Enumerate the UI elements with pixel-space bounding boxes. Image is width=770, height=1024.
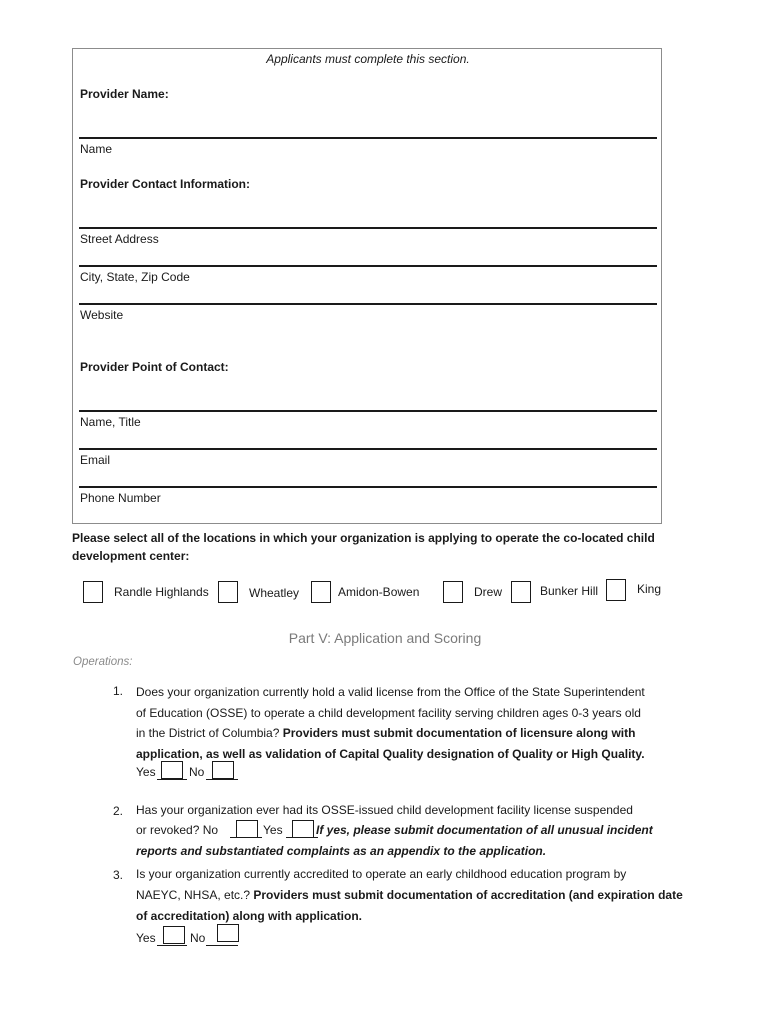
name-field-label: Name	[80, 142, 113, 156]
location-label-amidon-bowen: Amidon-Bowen	[338, 585, 420, 599]
question-3-requirement-a: Providers must submit documentation of accreditation (and expiration date	[253, 888, 683, 902]
question-1-line1: Does your organization currently hold a valid license from the Office of the State Superintendent	[136, 685, 645, 699]
question-3-number: 3.	[113, 868, 124, 882]
website-line[interactable]	[79, 303, 657, 305]
phone-label: Phone Number	[80, 491, 161, 505]
question-1-yes-underline	[157, 779, 187, 780]
name-title-line[interactable]	[79, 410, 657, 412]
question-3-line2	[136, 888, 683, 902]
question-3-yes-checkbox[interactable]	[163, 926, 185, 944]
checkbox-king[interactable]	[606, 579, 626, 601]
question-2-instruction-b: reports and substantiated complaints as an appendix to the application.	[136, 844, 547, 858]
checkbox-bunker-hill[interactable]	[511, 581, 531, 603]
locations-prompt-line2: development center:	[72, 549, 190, 563]
location-label-drew: Drew	[474, 585, 503, 599]
location-label-wheatley: Wheatley	[249, 586, 300, 600]
question-2-yes-checkbox[interactable]	[292, 820, 314, 838]
street-address-label: Street Address	[80, 232, 159, 246]
location-label-randle-highlands: Randle Highlands	[114, 585, 209, 599]
question-1-requirement-b: application, as well as validation of Capital Quality designation of Quality or High Quality.	[136, 746, 645, 761]
question-1-number: 1.	[113, 684, 124, 698]
point-of-contact-label: Provider Point of Contact:	[80, 360, 229, 374]
question-2-line1: Has your organization ever had its OSSE-issued child development facility license suspended	[136, 803, 633, 817]
locations-prompt-line1: Please select all of the locations in which your organization is applying to operate the co-located child	[72, 531, 655, 545]
question-2-instruction-a: If yes, please submit documentation of all unusual incident	[316, 823, 653, 837]
contact-info-label: Provider Contact Information:	[80, 177, 251, 191]
checkbox-randle-highlands[interactable]	[83, 581, 103, 603]
applicant-section-box	[72, 48, 662, 524]
email-label: Email	[80, 453, 111, 467]
operations-label: Operations:	[73, 656, 133, 668]
location-label-king: King	[637, 582, 662, 596]
question-2-no-checkbox[interactable]	[236, 820, 258, 838]
question-1-line2: of Education (OSSE) to operate a child development facility serving children ages 0-3 years old	[136, 705, 641, 720]
question-3-no-label: No	[190, 931, 206, 945]
provider-name-label: Provider Name:	[80, 87, 169, 101]
question-1-no-underline	[206, 779, 238, 780]
provider-name-line[interactable]	[79, 137, 657, 139]
part-5-heading: Part V: Application and Scoring	[288, 630, 482, 646]
name-title-label: Name, Title	[80, 415, 141, 429]
question-3-requirement-b: of accreditation) along with application.	[136, 909, 363, 923]
question-1-no-label: No	[189, 765, 205, 779]
question-3-no-checkbox[interactable]	[217, 924, 239, 942]
question-1-no-checkbox[interactable]	[212, 761, 234, 779]
question-1-line3: in the District of Columbia?	[136, 726, 283, 740]
city-state-zip-label: City, State, Zip Code	[80, 270, 190, 284]
checkbox-wheatley[interactable]	[218, 581, 238, 603]
question-3-line2-text: NAEYC, NHSA, etc.?	[136, 888, 254, 902]
street-address-line[interactable]	[79, 227, 657, 229]
question-3-yes-label: Yes	[136, 931, 156, 945]
question-3-no-underline	[206, 945, 238, 946]
question-3-yes-underline	[157, 945, 187, 946]
checkbox-drew[interactable]	[443, 581, 463, 603]
question-2-no-text: or revoked? No	[136, 823, 219, 837]
question-1-yes-label: Yes	[136, 765, 156, 779]
question-1-requirement-a: Providers must submit documentation of licensure along with	[282, 726, 636, 740]
question-2-yes-label: Yes	[263, 823, 283, 837]
question-1-text	[136, 682, 696, 764]
city-state-zip-line[interactable]	[79, 265, 657, 267]
question-1-yes-checkbox[interactable]	[161, 761, 183, 779]
checkbox-amidon-bowen[interactable]	[311, 581, 331, 603]
email-line[interactable]	[79, 448, 657, 450]
question-3-line1: Is your organization currently accredited to operate an early childhood education program by	[136, 867, 627, 881]
phone-line[interactable]	[79, 486, 657, 488]
question-2-number: 2.	[113, 804, 124, 818]
website-label: Website	[80, 308, 124, 322]
location-label-bunker-hill: Bunker Hill	[540, 584, 599, 598]
section-heading: Applicants must complete this section.	[266, 52, 470, 66]
